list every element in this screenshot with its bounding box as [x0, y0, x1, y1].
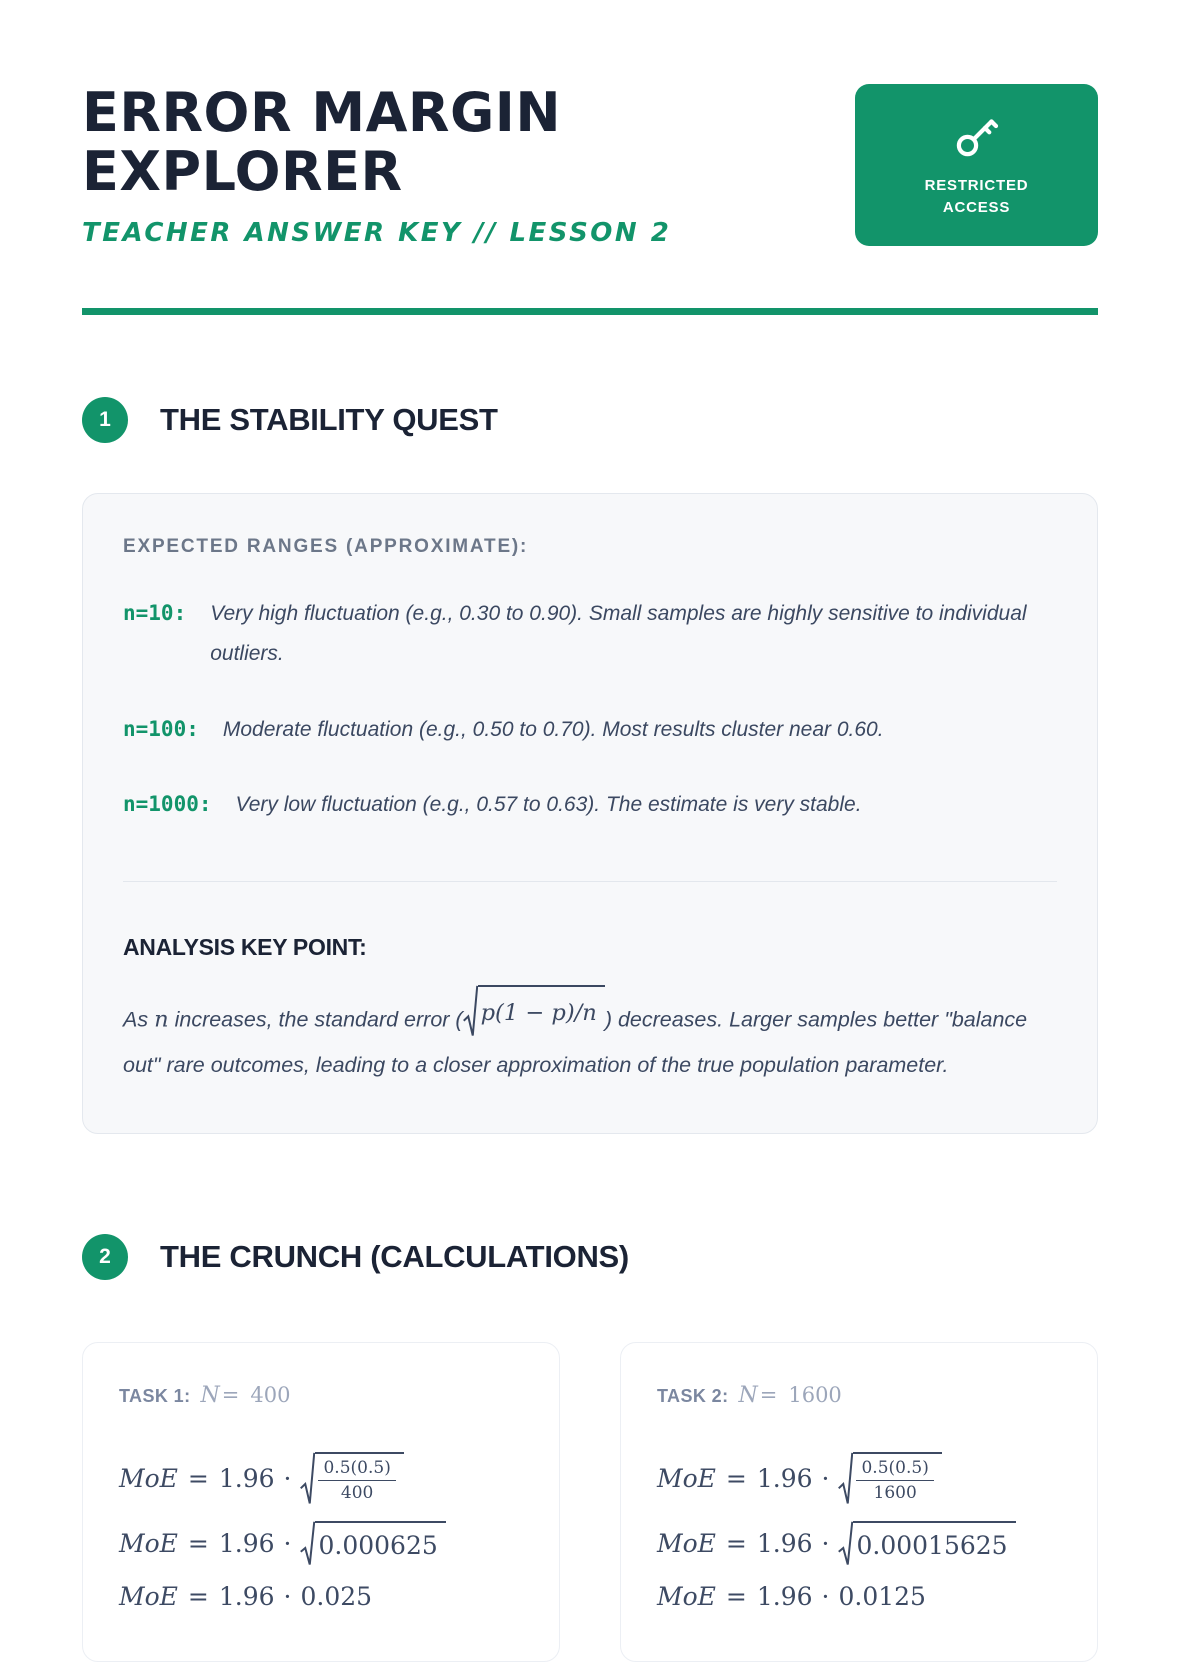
equals-sign: = [725, 1464, 747, 1494]
task-1-card [82, 1342, 560, 1662]
section-1-number-badge: 1 [82, 397, 128, 443]
task-1-header [119, 1383, 523, 1408]
radical [300, 1521, 445, 1566]
radical [838, 1452, 941, 1505]
result-value: 0.0125 [838, 1582, 926, 1612]
range-n-label: n=100: [123, 716, 199, 741]
badge-line1: RESTRICTED [924, 177, 1029, 195]
range-description: Very low fluctuation (e.g., 0.57 to 0.63). The estimate is very stable. [235, 793, 862, 817]
radical [838, 1521, 1015, 1566]
moe-lhs: MoE [657, 1464, 716, 1494]
range-n-label: n=10: [123, 600, 187, 625]
task-1-n-value: 400 [250, 1383, 291, 1408]
moe-lhs: MoE [657, 1529, 716, 1559]
range-n-label: n=1000: [123, 792, 212, 817]
task-2-n-eq: = [759, 1383, 778, 1408]
card-inner-divider [123, 881, 1057, 882]
equals-sign: = [187, 1464, 209, 1494]
expected-ranges-label: EXPECTED RANGES (APPROXIMATE): [123, 535, 529, 557]
section-1-title: THE STABILITY QUEST [160, 401, 498, 437]
section-2-title: THE CRUNCH (CALCULATIONS) [160, 1239, 629, 1275]
task-2-eq2 [657, 1521, 1061, 1566]
radicand: p(1 − p)/n [480, 1000, 597, 1027]
standard-error-radical [463, 985, 605, 1037]
z-coefficient: 1.96 [756, 1582, 813, 1612]
radicand: 0.00015625 [856, 1531, 1008, 1561]
key-icon [952, 111, 1002, 161]
fraction-numerator: 0.5(0.5) [856, 1457, 933, 1481]
radicand: 0.000625 [318, 1531, 438, 1561]
task-2-n-var: N [738, 1383, 758, 1409]
fraction-numerator: 0.5(0.5) [318, 1457, 395, 1481]
task-2-eq1 [657, 1452, 1061, 1505]
z-coefficient: 1.96 [218, 1529, 275, 1559]
radical-sign [300, 1521, 315, 1566]
task-1-eq3 [119, 1582, 523, 1611]
green-divider-rule [82, 308, 1098, 315]
analysis-pre: As [123, 1007, 155, 1032]
task-2-label: TASK 2: [657, 1386, 729, 1407]
task-grid [82, 1342, 1098, 1662]
z-coefficient: 1.96 [756, 1464, 813, 1494]
equals-sign: = [187, 1582, 209, 1612]
dot-operator: · [821, 1529, 830, 1559]
dot-operator: · [283, 1529, 292, 1559]
section-2-number-badge: 2 [82, 1234, 128, 1280]
radical-sign [300, 1452, 315, 1505]
moe-lhs: MoE [657, 1582, 716, 1612]
range-row-n100 [123, 710, 1057, 750]
analysis-mid: increases, the standard error ( [168, 1007, 463, 1032]
page-subtitle: TEACHER ANSWER KEY // LESSON 2 [82, 217, 672, 248]
task-1-n-var: N [200, 1383, 220, 1409]
analysis-post: ) decreases. Larger samples better "balance out" rare outcomes, leading to a closer approximation of the true population parameter. [123, 1007, 1028, 1078]
z-coefficient: 1.96 [756, 1529, 813, 1559]
header [82, 81, 1098, 248]
range-row-n10 [123, 594, 1057, 674]
result-value: 0.025 [300, 1582, 373, 1612]
moe-lhs: MoE [119, 1582, 178, 1612]
analysis-paragraph [123, 985, 1043, 1087]
page-title-line1: ERROR MARGIN [82, 81, 562, 144]
task-2-header [657, 1383, 1061, 1408]
moe-lhs: MoE [119, 1529, 178, 1559]
page-title-line2: EXPLORER [82, 139, 403, 203]
section-2-heading [82, 1234, 1098, 1280]
task-2-n-value: 1600 [788, 1383, 842, 1408]
task-1-label: TASK 1: [119, 1386, 191, 1407]
page-title [82, 81, 671, 203]
title-block [82, 81, 672, 248]
radical [300, 1452, 403, 1505]
page-content [82, 0, 1098, 1662]
badge-line2: ACCESS [942, 199, 1011, 216]
section-1-heading [82, 397, 1098, 443]
radical-sign [463, 985, 478, 1037]
dot-operator: · [283, 1582, 292, 1612]
badge-text [925, 175, 1029, 219]
task-2-eq3 [657, 1582, 1061, 1611]
task-1-eq1 [119, 1452, 523, 1505]
stability-card [82, 493, 1098, 1134]
z-coefficient: 1.96 [218, 1582, 275, 1612]
math-var-n: n [154, 1006, 169, 1033]
task-2-card [620, 1342, 1098, 1662]
equals-sign: = [187, 1529, 209, 1559]
range-description: Moderate fluctuation (e.g., 0.50 to 0.70). Most results cluster near 0.60. [222, 717, 884, 741]
z-coefficient: 1.96 [218, 1464, 275, 1494]
radical-sign [838, 1452, 853, 1505]
restricted-access-badge [855, 84, 1098, 246]
dot-operator: · [283, 1464, 292, 1494]
fraction-denominator: 400 [340, 1483, 374, 1504]
dot-operator: · [821, 1582, 830, 1612]
task-2-math [657, 1452, 1061, 1611]
task-1-n-eq: = [221, 1383, 240, 1408]
dot-operator: · [821, 1464, 830, 1494]
range-description: Very high fluctuation (e.g., 0.30 to 0.90). Small samples are highly sensitive to individual outliers. [210, 601, 1027, 665]
equals-sign: = [725, 1529, 747, 1559]
radical-sign [838, 1521, 853, 1566]
task-1-math [119, 1452, 523, 1611]
task-1-eq2 [119, 1521, 523, 1566]
moe-lhs: MoE [119, 1464, 178, 1494]
range-row-n1000 [123, 785, 1057, 825]
fraction-denominator: 1600 [873, 1483, 917, 1504]
analysis-key-point-label: ANALYSIS KEY POINT: [123, 934, 367, 961]
equals-sign: = [725, 1582, 747, 1612]
